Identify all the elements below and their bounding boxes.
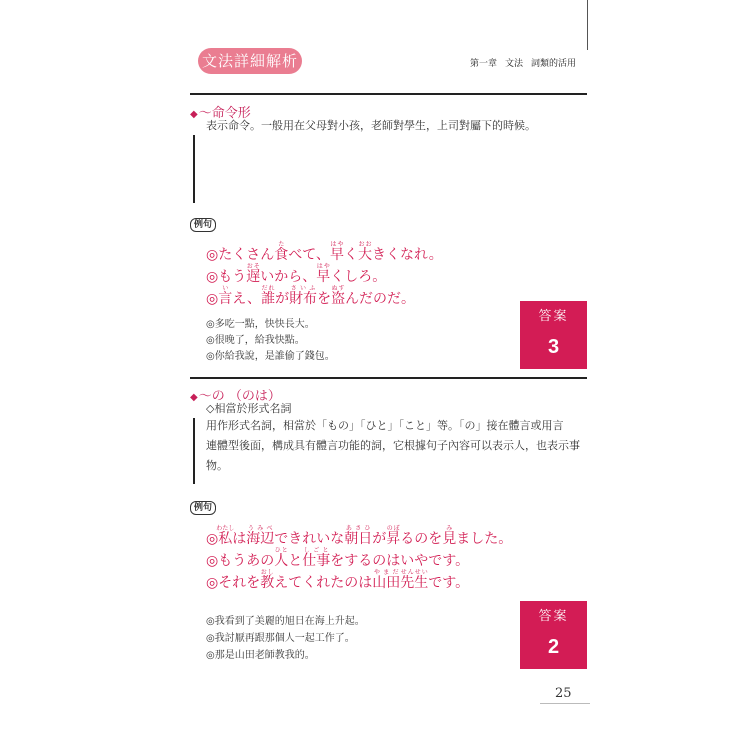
part-label: 文法	[505, 59, 524, 69]
top-vertical-rule	[587, 0, 588, 50]
section-2-top-rule	[190, 377, 587, 379]
section-1-cn-translation-1: ◎多吃一點，快快長大。	[206, 319, 315, 330]
section-2-margin-bar	[193, 418, 195, 484]
section-2-jp-example-2: ◎もうあの人ひとと仕事しごとをするのはいやです。	[206, 547, 470, 569]
chapter-label: 第一章	[470, 59, 498, 69]
section-2-cn-translation-1: ◎我看到了美麗的旭日在海上升起。	[206, 616, 365, 627]
section-2-cn-translation-3: ◎那是山田老師教我的。	[206, 650, 315, 661]
section-1-cn-translation-3: ◎你給我說，是誰偷了錢包。	[206, 351, 335, 362]
section-2-jp-example-3: ◎それを教おしえてくれたのは山田やまだ先生せんせいです。	[206, 569, 470, 591]
section-2-description: 用作形式名詞，相當於「もの」「ひと」「こと」等。「の」接在體言或用言 連體型後面，構成具有體言功能的詞，它根據句子內容可以表示人，也表示事 物。	[206, 419, 580, 472]
section-1-jp-example-2: ◎もう遅おそいから、早はやくしろ。	[206, 263, 387, 285]
section-2-jp-example-1: ◎私わたしは海辺うみべできれいな朝日あさひが昇のぼるのを見みました。	[206, 525, 513, 547]
section-1-jp-example-3: ◎言いえ、誰だれが財布さいふを盗ぬすんだのだ。	[206, 285, 416, 307]
section-2-subtitle: ◇相當於形式名詞	[206, 402, 292, 415]
running-header	[470, 56, 590, 69]
section-1-answer-box	[520, 301, 587, 369]
answer-label: 答案	[538, 609, 569, 624]
section-1-cn-translation-2: ◎很晚了，給我快點。	[206, 335, 305, 346]
answer-number: 2	[547, 636, 560, 658]
section-1-example-label: 例句	[190, 218, 216, 232]
section-2-answer-box	[520, 601, 587, 669]
section-2-example-label: 例句	[190, 501, 216, 515]
section-2-title: ◆～の （のは）	[190, 389, 281, 404]
section-1-top-rule	[190, 93, 587, 95]
answer-label: 答案	[538, 309, 569, 324]
answer-number: 3	[547, 336, 560, 358]
diamond-icon: ◆	[190, 109, 198, 120]
section-1-jp-example-1: ◎たくさん食たべて、早はやく大おおきくなれ。	[206, 241, 443, 263]
section-1-description: 表示命令。一般用在父母對小孩，老師對學生，上司對屬下的時候。	[206, 119, 536, 132]
section-1-title: ◆～命令形	[190, 106, 251, 121]
section-badge: 文法詳細解析	[198, 48, 302, 74]
page-number-rule	[540, 703, 590, 704]
diamond-icon: ◆	[190, 392, 198, 403]
section-1-margin-bar	[193, 135, 195, 203]
topic-label: 詞類的活用	[531, 59, 577, 69]
page-number: 25	[555, 686, 572, 701]
section-2-cn-translation-2: ◎我討厭再跟那個人一起工作了。	[206, 633, 355, 644]
